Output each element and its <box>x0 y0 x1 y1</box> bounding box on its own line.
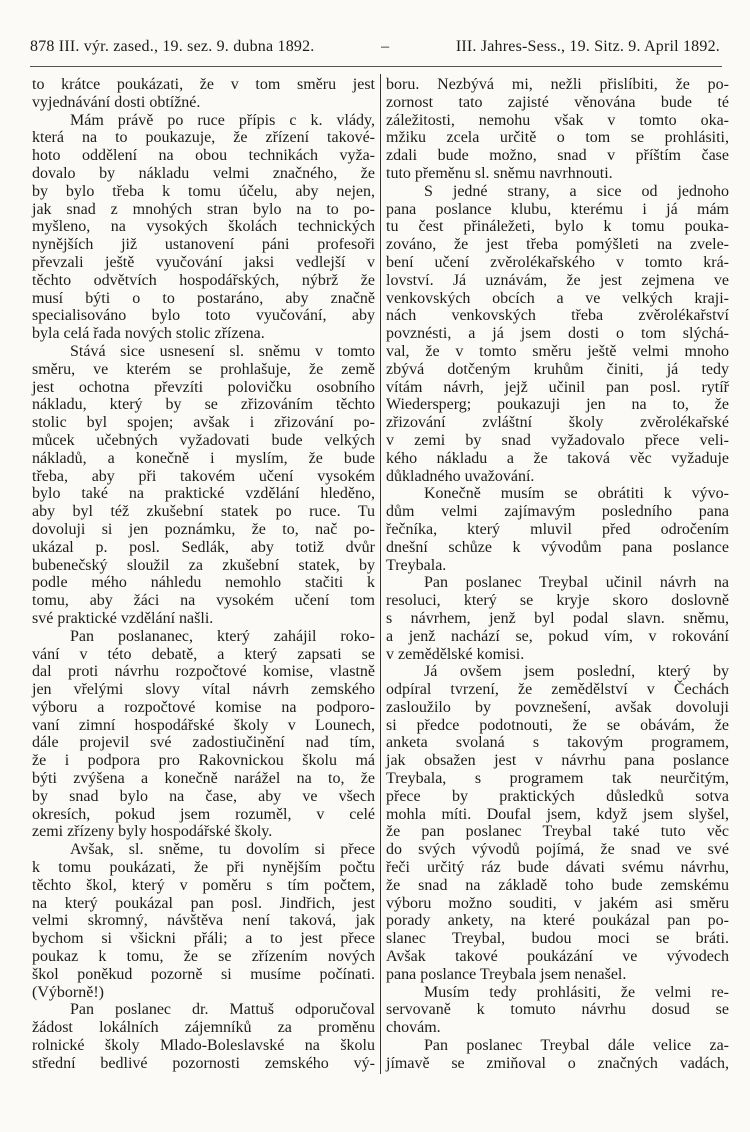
text-line: záležitosti, nemohu však v tomto oka- <box>386 111 729 129</box>
text-line: porady ankety, na které poukázal pan po- <box>386 912 729 930</box>
text-line: těchto škol, který v poměru s tím počtem, <box>32 876 375 894</box>
text-line: Treybala, s programem tak neurčitým, <box>386 770 729 788</box>
text-line: k tomu poukázati, že při nynějším počtu <box>32 859 375 877</box>
text-line: velmi skromný, návštěva není taková, jak <box>32 912 375 930</box>
text-line: důkladného uvažování. <box>386 467 535 485</box>
text-line: dovoluji si jen poznámku, že to, nač po- <box>32 520 375 538</box>
text-line: jak snad z mnohých stran bylo na to po- <box>32 200 375 218</box>
text-line: rolnické školy Mlado-Boleslavské na školu <box>32 1037 375 1055</box>
text-line: řečníka, který mluvil před odročením <box>386 520 729 538</box>
text-line: ukázal p. posl. Sedlák, aby totiž dvůr <box>32 538 375 556</box>
text-line: přece by praktických důsledků sotva <box>386 787 729 805</box>
text-line: si předce podotnouti, že se obávám, že <box>386 716 729 734</box>
paragraph <box>32 112 375 343</box>
text-line: jest ochotna převzíti polovičku osobního <box>32 378 375 396</box>
paragraph <box>386 1037 729 1073</box>
text-line: vání v této debatě, a který zapsati se <box>32 645 375 663</box>
text-line: resoluci, který se kryje skoro doslovně <box>386 592 729 610</box>
text-line: val, že v tomto směru ještě velmi mnoho <box>386 342 729 360</box>
text-line: nynějších již ustanovení páni profesoři <box>32 236 375 254</box>
text-line: žádost lokálních zájemníků za proměnu <box>32 1019 375 1037</box>
text-line: hoto oddělení na obou technikách vyža- <box>32 147 375 165</box>
text-line: tomu, aby žáci na vysokém učení tom <box>32 592 375 610</box>
paragraph <box>32 76 375 112</box>
text-line: lovství. Já uznávám, že jest zejmena ve <box>386 271 729 289</box>
text-line: zdali bude možno, snad v příštím čase <box>386 147 729 165</box>
text-line: dům velmi zajímavým posledního pana <box>386 503 729 521</box>
text-line: zemi zřízeny byly hospodářské školy. <box>32 823 273 841</box>
text-line: můcek učebných vyžadovati bude velkých <box>32 431 375 449</box>
paragraph <box>32 1001 375 1072</box>
text-line: Wiedersperg; poukazuji jen na to, že <box>386 396 729 414</box>
text-line: (Výborně!) <box>32 983 104 1001</box>
text-line: dovalo by nákladu velmi značného, že <box>32 164 375 182</box>
text-line: dnešní schůze k vývodům pana poslance <box>386 538 729 556</box>
text-line: Pan poslanec Treybal učinil návrh na <box>424 574 729 592</box>
text-line: že i podpora pro Rakovnickou školu má <box>32 752 375 770</box>
text-line: v zemi by snad vyžadovalo přece veli- <box>386 431 729 449</box>
text-line: slanec Treybal, budou moci se bráti. <box>386 930 729 948</box>
text-line: pana poslance klubu, kterému i já mám <box>386 200 729 218</box>
text-line: by bylo třeba k tomu účelu, aby nejen, <box>32 182 375 200</box>
text-line: zřizování zvláštní školy zvěrolékařské <box>386 414 729 432</box>
text-line: výboru a rozpočtové komise na podporo- <box>32 698 375 716</box>
text-line: podle mého náhledu nemohlo stačiti k <box>32 574 375 592</box>
text-line: stolic byl spojen; avšak i zřizování po- <box>32 414 375 432</box>
text-line: Treybala. <box>386 556 447 574</box>
text-line: dále projevil své zadostiučinění nad tím, <box>32 734 375 752</box>
text-line: okresích, pokud jsem rozuměl, v celé <box>32 805 375 823</box>
text-line: třeba, aby při takovém učení vysokém <box>32 467 375 485</box>
text-line: střední bedlivé pozornosti zemského vý- <box>32 1054 375 1072</box>
text-line: bylo také na praktické vzdělání hleděno, <box>32 485 375 503</box>
text-line: myšleno, na vysokých školách technických <box>32 218 375 236</box>
text-line: aby byl též zkušební statek po ruce. Tu <box>32 503 375 521</box>
text-line: bení učení zvěrolékařského v tomto krá- <box>386 253 729 271</box>
text-line: Já ovšem jsem poslední, který by <box>424 663 729 681</box>
text-line: řeči určitý ráz bude dávati svému návrhu, <box>386 859 729 877</box>
text-line: vyjednávání dosti obtížné. <box>32 93 201 111</box>
header-czech: 878 III. výr. zased., 19. sez. 9. dubna 1892. <box>30 38 315 55</box>
text-line: a jenž nachází se, pokud vím, v rokování <box>386 627 729 645</box>
text-line: těchto odvětvích hospodářských, nýbrž že <box>32 271 375 289</box>
text-line: škol poněkud pozorně si musíme počínati. <box>32 965 375 983</box>
running-header <box>30 38 720 62</box>
text-line: na který poukázal pan posl. Jindřich, jest <box>32 894 375 912</box>
text-line: do svých vývodů pojímá, že snad ve své <box>386 841 729 859</box>
text-line: Avšak takové poukázání ve vývodech <box>386 948 729 966</box>
paragraph <box>386 984 729 1037</box>
header-german: III. Jahres-Sess., 19. Sitz. 9. April 1892. <box>455 38 720 55</box>
text-line: jen vřelými slovy vítal návrh zemského <box>32 681 375 699</box>
text-line: servovaně k tomuto návrhu dosud se <box>386 1001 729 1019</box>
right-column <box>386 76 729 1073</box>
text-line: tuto přeměnu sl. sněmu navrhnouti. <box>386 164 613 182</box>
text-line: Musím tedy prohlásiti, že velmi re- <box>424 983 729 1001</box>
text-line: zbývá dotčeným kruhům činiti, já tedy <box>386 360 729 378</box>
paragraph <box>386 574 729 663</box>
text-line: vítám návrh, jejž učinil pan posl. rytíř <box>386 378 729 396</box>
paragraph <box>386 183 729 486</box>
text-line: chovám. <box>386 1019 441 1037</box>
text-line: tu čest přináležeti, bylo k tomu pouka- <box>386 218 729 236</box>
text-line: dal proti návrhu rozpočtové komise, vlastně <box>32 663 375 681</box>
text-line: nákladů, a konečně i myslím, že bude <box>32 449 375 467</box>
left-column <box>32 76 375 1073</box>
text-line: nách venkovských třeba zvěrolékařství <box>386 307 729 325</box>
paragraph <box>386 485 729 574</box>
text-line: v zemědělské komisi. <box>386 645 525 663</box>
text-line: odpíral tvrzení, že zemědělství v Čechách <box>386 681 729 699</box>
text-line: jak obsažen jest v návrhu pana poslance <box>386 752 729 770</box>
text-line: že pan poslanec Treybal také tuto věc <box>386 823 729 841</box>
text-line: zováno, že jest třeba pomýšleti na zvele- <box>386 236 729 254</box>
text-line: kého nákladu a že taková věc vyžaduje <box>386 449 729 467</box>
text-line: zornost tato zajisté věnována bude té <box>386 93 729 111</box>
paragraph <box>386 76 729 183</box>
text-line: Stává sice usnesení sl. sněmu v tomto <box>70 342 375 360</box>
paragraph <box>386 663 729 983</box>
text-line: pana poslance Treybala jsem nenašel. <box>386 965 627 983</box>
text-line: své praktické vzdělání našli. <box>32 609 214 627</box>
text-line: S jedné strany, a sice od jednoho <box>424 182 729 200</box>
text-line: venkovských obcích a ve velkých kraji- <box>386 289 729 307</box>
text-line: boru. Nezbývá mi, nežli přislíbiti, že po- <box>386 76 729 93</box>
text-line: Konečně musím se obrátiti k vývo- <box>424 485 729 503</box>
text-line: zasloužilo by povznešení, avšak dovoluji <box>386 698 729 716</box>
text-line: byla celá řada nových stolic zřízena. <box>32 325 265 343</box>
text-line: Pan poslanec Treybal dále velice za- <box>424 1037 729 1055</box>
text-line: by snad bylo na čase, aby ve všech <box>32 787 375 805</box>
text-line: Mám právě po ruce přípis c k. vlády, <box>70 111 375 129</box>
text-line: mohla míti. Doufal jsem, když jsem slyšel, <box>386 805 729 823</box>
text-line: mžiku zcela určitě o tom se prohlásiti, <box>386 129 729 147</box>
header-dash: – <box>381 38 390 55</box>
text-line: převzali ještě vyučování jaksi vedlejší v <box>32 253 375 271</box>
paragraph <box>32 841 375 1001</box>
text-line: že snad na základě toho bude zemskému <box>386 876 729 894</box>
text-line: výboru možno souditi, v jakém asi směru <box>386 894 729 912</box>
header-rule <box>30 66 722 67</box>
text-line: směru, ve kterém se prohlašuje, že země <box>32 360 375 378</box>
text-line: býti zvýšena a konečně narážel na to, že <box>32 770 375 788</box>
text-line: jímavě se zmiňoval o značných vadách, <box>386 1054 729 1072</box>
text-line: povznésti, a já jsem dosti o tom slýchá- <box>386 325 729 343</box>
text-line: Pan poslanec dr. Mattuš odporučoval <box>70 1001 375 1019</box>
text-line: to krátce poukázati, že v tom směru jest <box>32 76 375 93</box>
text-line: bubenečský sloužil za zkušební statek, by <box>32 556 375 574</box>
text-line: bychom si všickni přáli; a to jest přece <box>32 930 375 948</box>
text-line: s návrhem, jenž byl podal slavn. sněmu, <box>386 609 729 627</box>
paragraph <box>32 343 375 628</box>
text-line: Pan poslananec, který zahájil roko- <box>70 627 375 645</box>
text-line: která na to poukazuje, že zřízení takové- <box>32 129 375 147</box>
text-line: specialisováno bylo toto vyučování, aby <box>32 307 375 325</box>
text-line: anketa svolaná s takovým programem, <box>386 734 729 752</box>
text-line: Avšak, sl. sněme, tu dovolím si přece <box>70 841 375 859</box>
text-line: poukaz k tomu, že se zřízením nových <box>32 948 375 966</box>
paragraph <box>32 628 375 842</box>
text-line: musí býti o to postaráno, aby značně <box>32 289 375 307</box>
text-line: nákladu, který by se zřizováním těchto <box>32 396 375 414</box>
text-line: vaní zimní hospodářské školy v Lounech, <box>32 716 375 734</box>
column-divider <box>380 74 381 1074</box>
